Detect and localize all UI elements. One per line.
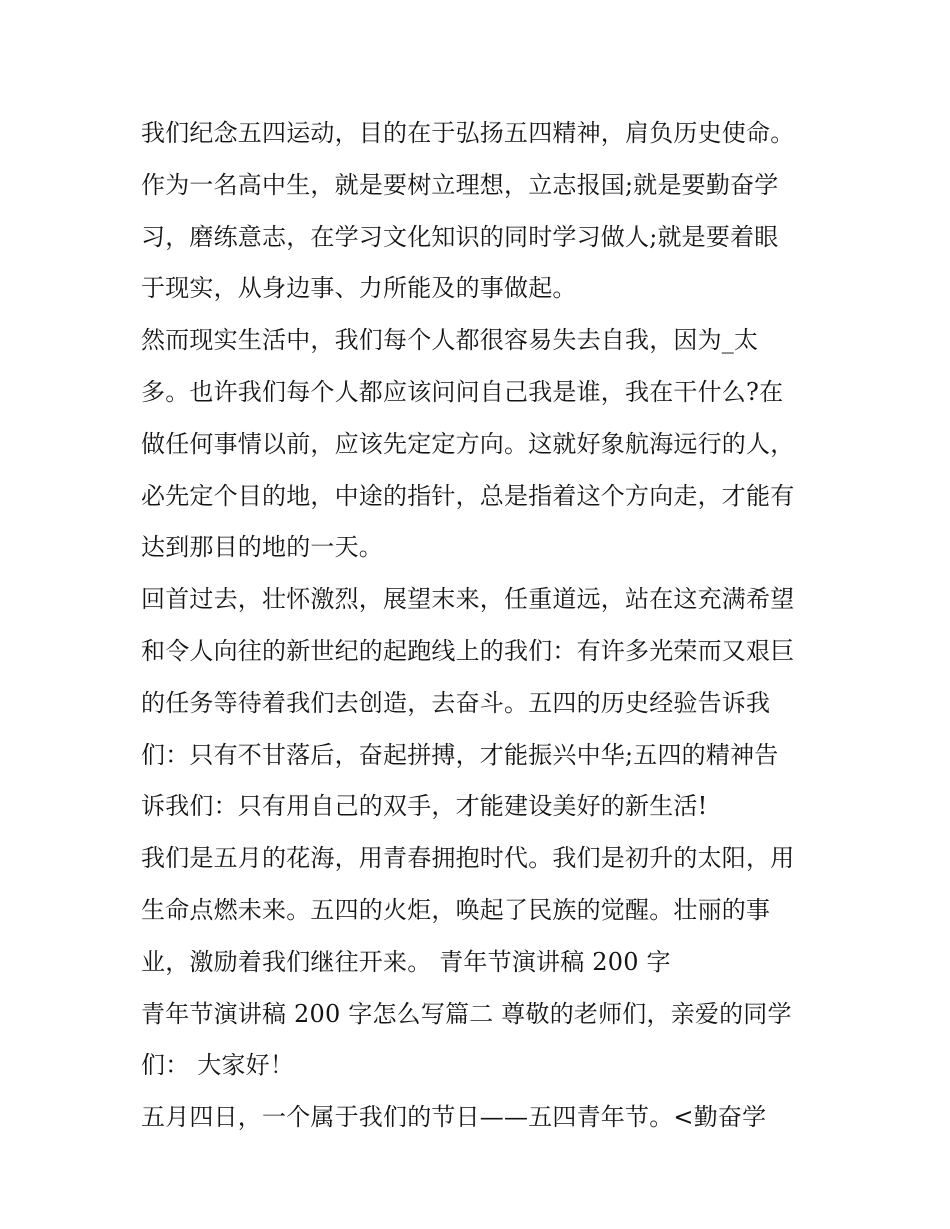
text-line: 青年节演讲稿 200 字怎么写篇二 尊敬的老师们，亲爱的同学	[141, 999, 792, 1028]
text-line: 于现实，从身边事、力所能及的事做起。	[141, 274, 577, 303]
text-line: 回首过去，壮怀激烈，展望末来，任重道远，站在这充满希望	[141, 585, 795, 614]
text-line: 我们是五月的花海，用青春拥抱时代。我们是初升的太阳，用	[141, 844, 795, 873]
text-line: 的任务等待着我们去创造，去奋斗。五四的历史经验告诉我	[141, 688, 771, 717]
text-line: 生命点燃未来。五四的火炬，唤起了民族的觉醒。壮丽的事	[141, 895, 771, 924]
text-line: 五月四日，一个属于我们的节日——五四青年节。<勤奋学	[141, 1103, 767, 1132]
text-line: 必先定个目的地，中途的指针，总是指着这个方向走，才能有	[141, 481, 795, 510]
text-line: 习，磨练意志，在学习文化知识的同时学习做人;就是要着眼	[141, 222, 779, 251]
text-line: 业，激励着我们继往开来。 青年节演讲稿 200 字	[141, 947, 671, 976]
text-line: 诉我们：只有用自己的双手，才能建设美好的新生活!	[141, 792, 708, 821]
text-line: 然而现实生活中，我们每个人都很容易失去自我，因为_太	[141, 326, 759, 355]
text-line: 和令人向往的新世纪的起跑线上的我们：有许多光荣而又艰巨	[141, 636, 795, 665]
text-line: 达到那目的地的一天。	[141, 533, 383, 562]
text-line: 多。也许我们每个人都应该问问自己我是谁，我在干什么?在	[141, 377, 784, 406]
text-line: 做任何事情以前，应该先定定方向。这就好象航海远行的人，	[141, 429, 795, 458]
text-line: 们：只有不甘落后，奋起拼搏，才能振兴中华;五四的精神告	[141, 740, 779, 769]
text-line: 作为一名高中生，就是要树立理想，立志报国;就是要勤奋学	[141, 170, 779, 199]
document-body	[141, 108, 821, 1144]
text-line: 我们纪念五四运动，目的在于弘扬五四精神，肩负历史使命。	[141, 119, 795, 147]
text-line: 们： 大家好！	[141, 1051, 295, 1080]
